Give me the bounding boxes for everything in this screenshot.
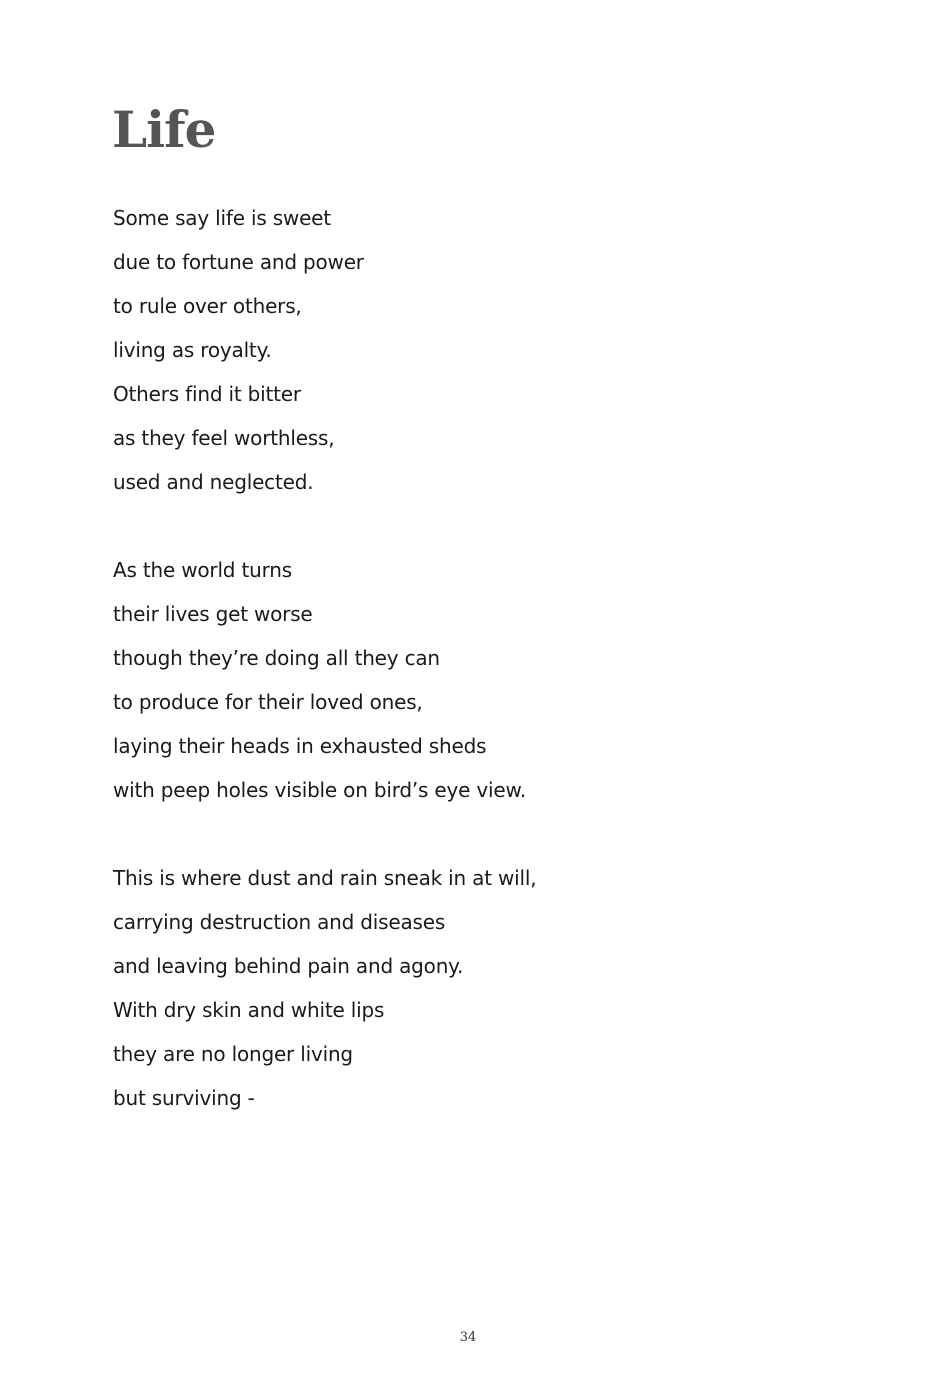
poem-line: laying their heads in exhausted sheds <box>113 734 487 758</box>
poem-line: to rule over others, <box>113 294 302 318</box>
poem-title: Life <box>112 100 216 159</box>
poem-line: living as royalty. <box>113 338 272 362</box>
poem-body <box>113 196 813 1164</box>
poem-line: carrying destruction and diseases <box>113 910 446 934</box>
poem-line: to produce for their loved ones, <box>113 690 423 714</box>
poem-line: with peep holes visible on bird’s eye view. <box>113 778 526 802</box>
page-number: 34 <box>459 1330 477 1345</box>
stanza-3 <box>113 856 813 1120</box>
poem-line: but surviving - <box>113 1086 255 1110</box>
poem-line: due to fortune and power <box>113 250 364 274</box>
poem-line: their lives get worse <box>113 602 313 626</box>
poem-line: With dry skin and white lips <box>113 998 385 1022</box>
poem-line: as they feel worthless, <box>113 426 335 450</box>
poem-line: used and neglected. <box>113 470 314 494</box>
poem-line: This is where dust and rain sneak in at will, <box>113 866 537 890</box>
poem-line: Others find it bitter <box>113 382 301 406</box>
stanza-2 <box>113 548 813 812</box>
poem-line: though they’re doing all they can <box>113 646 440 670</box>
stanza-1 <box>113 196 813 504</box>
poem-line: As the world turns <box>113 558 292 582</box>
poem-line: they are no longer living <box>113 1042 353 1066</box>
poem-line: Some say life is sweet <box>113 206 331 230</box>
poem-line: and leaving behind pain and agony. <box>113 954 464 978</box>
